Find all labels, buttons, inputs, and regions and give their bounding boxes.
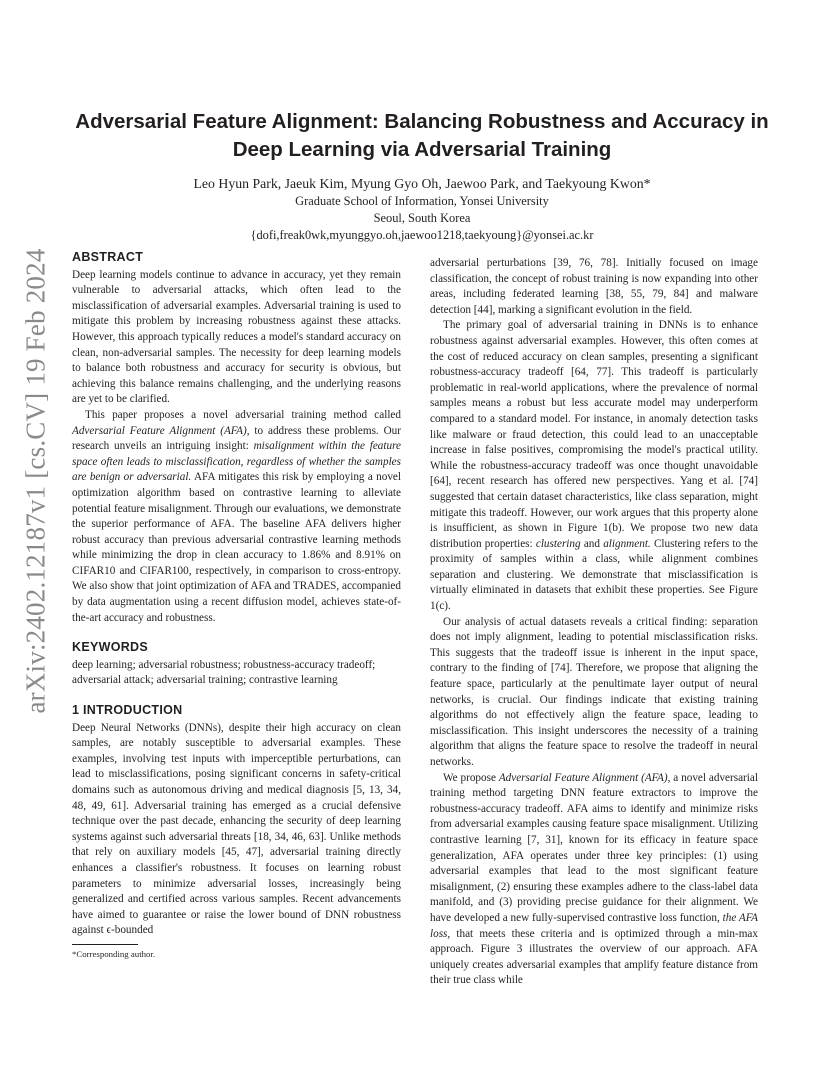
arxiv-identifier: [20, 248, 51, 714]
intro-paragraph-1-continued: adversarial perturbations [39, 76, 78]. Initially focused on image classification, the concept of robust training is now expanding into other areas, including federated learning [38, 55, 79, 84] and malware detection [44], marking a significant evolution in the field.: [430, 257, 758, 316]
intro-paragraph-2: The primary goal of adversarial training in DNNs is to enhance robustness against adversarial examples. However, this often comes at the cost of reduced accuracy on clean samples, presenting a significant robustness-accuracy tradeoff [64, 77]. This tradeoff is particularly problematic in real-world applications, where the prevalence of normal samples means a robust but less accurate model may underperform compared to a standard model. For instance, in anomaly detection tasks like malware or fraud detection, this could lead to an unacceptable increase in false positives, compromising the model's practical utility. While the robustness-accuracy tradeoff was once thought unavoidable [64], recent research has offered new perspectives. Yang et al. [74] suggested that certain dataset characteristics, like class separation, might mitigate this tradeoff. However, our work argues that this property alone is insufficient, as shown in Figure 1(b). We propose two new data distribution properties: clustering and alignment. Clustering refers to the proximity of samples within a class, while alignment combines separation and clustering. We demonstrate that misclassification is virtually eliminated in datasets that exhibit these properties. See Figure 1(c).: [430, 319, 759, 613]
intro-paragraph-4: We propose Adversarial Feature Alignment (AFA), a novel adversarial training method targeting DNN feature extractors to improve the robustness-accuracy tradeoff. AFA aims to identify and minimize risks from adversarial examples causing feature space misalignment. Utilizing contrastive learning [7, 31], known for its efficacy in feature space generalization, AFA operates under three key principles: (1) using adversarial examples that lead to the most significant feature misalignment, (2) ensuring these examples adhere to the class-label data manifold, and (3) providing precise guidance for their alignment. We have developed a new fully-supervised contrastive loss function, the AFA loss, that meets these criteria and is optimized through a min-max approach. Figure 3 illustrates the overview of our approach. AFA uniquely creates adversarial examples that amplify feature distance from their true class while: [430, 771, 758, 987]
footnote-divider: [72, 944, 138, 945]
abstract-paragraph-1: Deep learning models continue to advance in accuracy, yet they remain vulnerable to adversarial attacks, which often lead to the misclassification of adversarial examples. Adversarial training is used to mitigate this problem by increasing robustness against these attacks. However, this approach typically reduces a model's standard accuracy on clean, non-adversarial samples. The necessity for deep learning models to balance both robustness and accuracy for security is obvious, but achieving this balance remains challenging, and the underlying reasons are yet to be clarified.: [72, 268, 401, 406]
footnote: *Corresponding author.: [72, 949, 156, 959]
location: Seoul, South Korea: [373, 211, 471, 225]
author-block: [60, 174, 784, 244]
keywords-text: deep learning; adversarial robustness; robustness-accuracy tradeoff; adversarial attack; adversarial training; contrastive learning: [72, 658, 376, 687]
intro-paragraph-3: Our analysis of actual datasets reveals a critical finding: separation does not imply alignment, leading to potential misclassification risks. This suggests that the tradeoff issue is inherent in the input space, contrary to the finding of [74]. Therefore, we propose that aligning the feature space, particularly at the penultimate layer output of neural networks, is crucial. Our findings indicate that existing training algorithms do not effectively align the feature space, leading to misclassification. This insight underscores the necessity of a training algorithm that aligns the feature space to resolve the tradeoff in neural networks.: [430, 615, 758, 768]
intro-paragraph-1: Deep Neural Networks (DNNs), despite their high accuracy on clean samples, are notably susceptible to adversarial examples. These examples, involving test inputs with imperceptible perturbations, can lead to misclassifications, posing significant concerns in safety-critical domains such as autonomous driving and medical diagnosis [5, 13, 34, 48, 49, 61]. Adversarial training has emerged as a crucial defensive technique over the past decade, enhancing the security of deep learning systems against such adversarial threats [18, 34, 46, 63]. Unlike methods that rely on auxiliary models [45, 47], adversarial training directly enhances a classifier's robustness. It focuses on learning robust parameters to minimize adversarial losses, increasingly being generalized and certified across various samples. Recent advancements have aimed to guarantee or raise the lower bound of DNN robustness against ϵ-bounded: [72, 721, 401, 937]
authors: Leo Hyun Park, Jaeuk Kim, Myung Gyo Oh, Jaewoo Park, and Taekyoung Kwon*: [193, 176, 651, 191]
affiliation: Graduate School of Information, Yonsei University: [295, 194, 549, 208]
paper-title: Adversarial Feature Alignment: Balancing Robustness and Accuracy in Deep Learning via Adversarial Training: [75, 110, 769, 161]
right-column: [430, 256, 758, 989]
keywords-heading: KEYWORDS: [72, 640, 149, 655]
emails: {dofi,freak0wk,myunggyo.oh,jaewoo1218,taekyoung}@yonsei.ac.kr: [250, 228, 594, 242]
left-column: [72, 250, 401, 939]
abstract-heading: ABSTRACT: [72, 250, 144, 264]
abstract-paragraph-2: This paper proposes a novel adversarial training method called Adversarial Feature Alignment (AFA), to address these problems. Our research unveils an intriguing insight: misalignment within the feature space often leads to misclassification, regardless of whether the samples are benign or adversarial. AFA mitigates this risk by employing a novel optimization algorithm based on contrastive learning to alleviate potential feature misalignment. Through our evaluations, we demonstrate the superior performance of AFA. The baseline AFA delivers higher robust accuracy than previous adversarial contrastive learning methods while minimizing the drop in clean accuracy to 1.86% and 8.91% on CIFAR10 and CIFAR100, respectively, in comparison to cross-entropy. We also show that joint optimization of AFA and TRADES, accompanied by data augmentation using a recent diffusion model, achieves state-of-the-art accuracy and robustness.: [72, 408, 402, 624]
introduction-heading: 1 INTRODUCTION: [72, 703, 183, 718]
arxiv-identifier-text: arXiv:2402.12187v1 [cs.CV] 19 Feb 2024: [20, 248, 51, 714]
